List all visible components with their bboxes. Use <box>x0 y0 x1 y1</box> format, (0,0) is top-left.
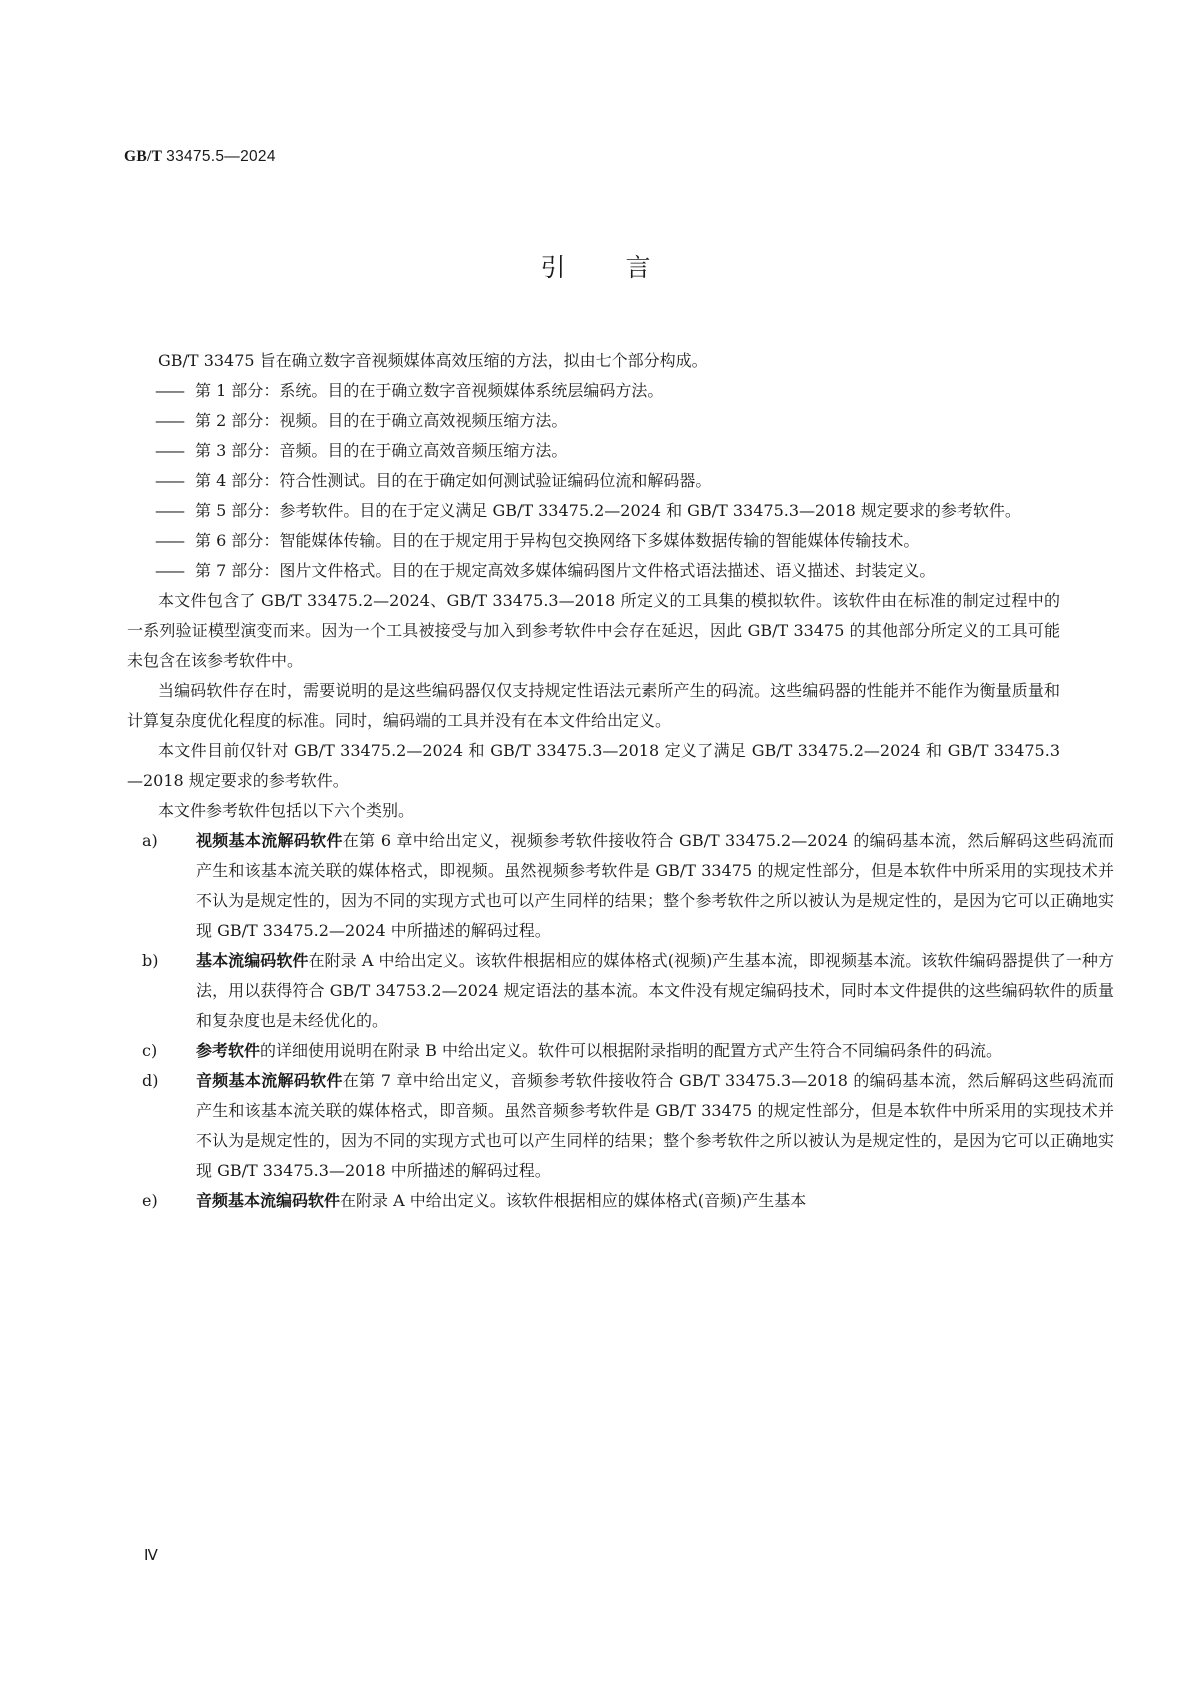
part-item <box>155 406 1060 436</box>
body-paragraph: 本文件包含了 GB/T 33475.2—2024、GB/T 33475.3—2018 所定义的工具集的模拟软件。该软件由在标准的制定过程中的一系列验证模型演变而来。因为一个工具被接受与加入到参考软件中会存在延迟，因此 GB/T 33475 的其他部分所定义的工具可能未包含在该参考软件中。 <box>127 591 1060 670</box>
page-number: Ⅳ <box>144 1548 158 1564</box>
part-item <box>155 376 1060 406</box>
part-text: 第 5 部分：参考软件。目的在于定义满足 GB/T 33475.2—2024 和 GB/T 33475.3—2018 规定要求的参考软件。 <box>195 501 1021 520</box>
dash-marker: —— <box>155 471 183 490</box>
document-code <box>124 148 276 166</box>
item-label: a) <box>142 831 158 850</box>
dash-marker: —— <box>155 561 183 580</box>
item-label: d) <box>142 1071 159 1090</box>
part-text: 第 4 部分：符合性测试。目的在于确定如何测试验证编码位流和解码器。 <box>195 471 712 490</box>
item-label: c) <box>142 1041 158 1060</box>
item-text: 在第 6 章中给出定义，视频参考软件接收符合 GB/T 33475.2—2024 的编码基本流，然后解码这些码流而产生和该基本流关联的媒体格式，即视频。虽然视频参考软件是 GB/T 33475 的规定性部分，但是本软件中所采用的实现技术并不认为是规定性的，因为不同的实现方式也可以产生同样的结果；整个参考软件之所以被认为是规定性的，是因为它可以正确地实现 GB/T 33475.2—2024 中所描述的解码过程。 <box>196 831 1114 940</box>
item-term: 音频基本流解码软件 <box>196 1071 343 1090</box>
item-label: b) <box>142 951 159 970</box>
dash-marker: —— <box>155 381 183 400</box>
body-paragraph: 本文件目前仅针对 GB/T 33475.2—2024 和 GB/T 33475.3—2018 定义了满足 GB/T 33475.2—2024 和 GB/T 33475.3—2018 规定要求的参考软件。 <box>127 741 1060 790</box>
item-label: e) <box>142 1191 158 1210</box>
parts-list <box>155 376 1060 586</box>
item-text: 在附录 A 中给出定义。该软件根据相应的媒体格式(音频)产生基本 <box>340 1191 807 1210</box>
part-item <box>155 526 1060 556</box>
part-item <box>155 556 1060 586</box>
document-code-number: 33475.5—2024 <box>166 148 276 165</box>
document-body <box>127 346 1114 1216</box>
part-item <box>155 466 1060 496</box>
category-item <box>142 826 1114 946</box>
part-text: 第 7 部分：图片文件格式。目的在于规定高效多媒体编码图片文件格式语法描述、语义描述、封装定义。 <box>195 561 936 580</box>
part-text: 第 2 部分：视频。目的在于确立高效视频压缩方法。 <box>195 411 568 430</box>
category-item <box>142 946 1114 1036</box>
part-text: 第 1 部分：系统。目的在于确立数字音视频媒体系统层编码方法。 <box>195 381 664 400</box>
category-item <box>142 1066 1114 1186</box>
part-text: 第 3 部分：音频。目的在于确立高效音频压缩方法。 <box>195 441 568 460</box>
category-item <box>142 1186 1114 1216</box>
item-term: 音频基本流编码软件 <box>196 1191 341 1210</box>
dash-marker: —— <box>155 441 183 460</box>
part-text: 第 6 部分：智能媒体传输。目的在于规定用于异构包交换网络下多媒体数据传输的智能媒体传输技术。 <box>195 531 920 550</box>
dash-marker: —— <box>155 531 183 550</box>
body-paragraph: 当编码软件存在时，需要说明的是这些编码器仅仅支持规定性语法元素所产生的码流。这些编码器的性能并不能作为衡量质量和计算复杂度优化程度的标准。同时，编码端的工具并没有在本文件给出定义。 <box>127 681 1060 730</box>
dash-marker: —— <box>155 411 183 430</box>
categories-list <box>142 826 1114 1216</box>
page-title: 引言 <box>540 253 711 282</box>
item-term: 参考软件 <box>196 1041 261 1060</box>
category-item <box>142 1036 1114 1066</box>
item-text: 在第 7 章中给出定义，音频参考软件接收符合 GB/T 33475.3—2018 的编码基本流，然后解码这些码流而产生和该基本流关联的媒体格式，即音频。虽然音频参考软件是 GB/T 33475 的规定性部分，但是本软件中所采用的实现技术并不认为是规定性的，因为不同的实现方式也可以产生同样的结果；整个参考软件之所以被认为是规定性的，是因为它可以正确地实现 GB/T 33475.3—2018 中所描述的解码过程。 <box>196 1071 1114 1180</box>
dash-marker: —— <box>155 501 183 520</box>
item-text: 的详细使用说明在附录 B 中给出定义。软件可以根据附录指明的配置方式产生符合不同编码条件的码流。 <box>260 1041 1002 1060</box>
part-item <box>155 496 1060 526</box>
item-text: 在附录 A 中给出定义。该软件根据相应的媒体格式(视频)产生基本流，即视频基本流。该软件编码器提供了一种方法，用以获得符合 GB/T 34753.2—2024 规定语法的基本流。本文件没有规定编码技术，同时本文件提供的这些编码软件的质量和复杂度也是未经优化的。 <box>196 951 1114 1030</box>
item-term: 基本流编码软件 <box>196 951 309 970</box>
intro-paragraph: GB/T 33475 旨在确立数字音视频媒体高效压缩的方法，拟由七个部分构成。 <box>158 351 708 370</box>
part-item <box>155 436 1060 466</box>
item-term: 视频基本流解码软件 <box>196 831 343 850</box>
body-paragraph: 本文件参考软件包括以下六个类别。 <box>158 801 415 820</box>
document-code-prefix: GB/T <box>124 148 162 165</box>
